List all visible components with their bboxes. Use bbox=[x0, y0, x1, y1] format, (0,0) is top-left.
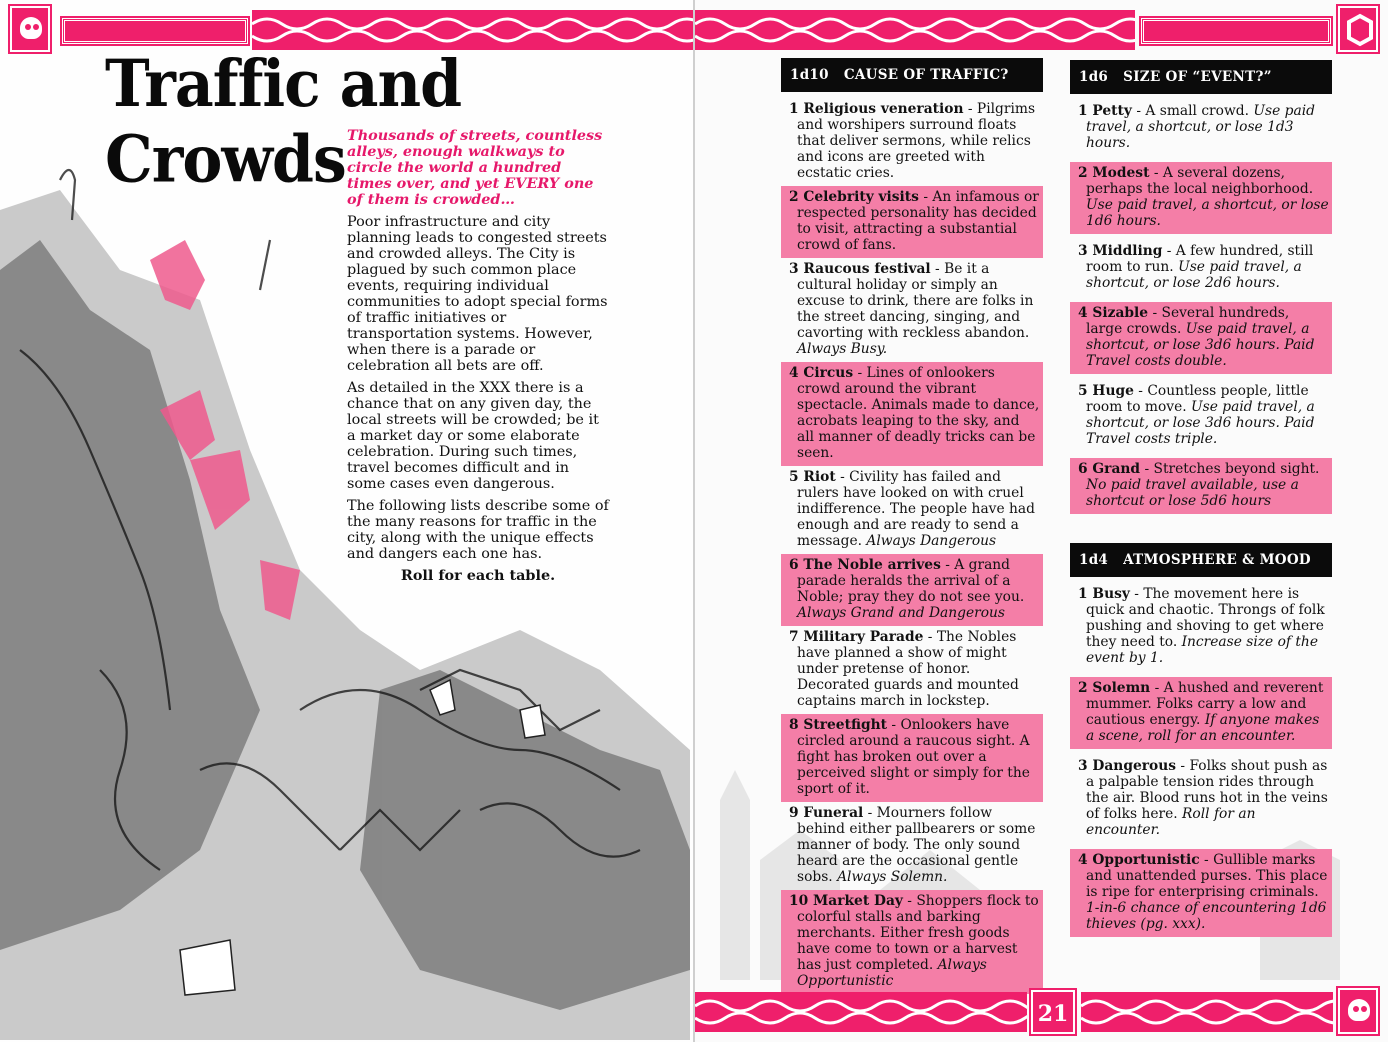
cause-of-traffic-table bbox=[781, 58, 1043, 994]
entry-desc: - A hushed and reverent mummer. Folks carry a low and cautious energy. bbox=[1086, 680, 1324, 728]
table-row bbox=[781, 98, 1043, 186]
skull-corner-icon bbox=[10, 6, 50, 52]
entry-label: 4 Opportunistic bbox=[1078, 852, 1200, 868]
table-row bbox=[781, 714, 1043, 802]
entry-note: Always Grand and Dangerous bbox=[797, 605, 1005, 621]
table-row bbox=[781, 802, 1043, 890]
entry-label: 1 Religious veneration bbox=[789, 101, 964, 117]
entry-desc: - A several dozens, perhaps the local neighborhood. bbox=[1086, 165, 1314, 197]
entry-desc: - The movement here is quick and chaotic. Throngs of folk pushing and shoving to get where they need to. bbox=[1086, 586, 1325, 650]
table-row bbox=[1070, 302, 1332, 374]
table-row bbox=[1070, 380, 1332, 452]
table-row bbox=[1070, 849, 1332, 937]
atmosphere-mood-table bbox=[1070, 543, 1332, 937]
mood-table-die: 1d4 bbox=[1079, 552, 1109, 568]
entry-note: Use paid travel, a shortcut, or lose 3d6 hours. Paid Travel costs triple. bbox=[1086, 399, 1315, 447]
size-table-heading: SIZE OF “EVENT?” bbox=[1123, 69, 1272, 85]
entry-label: 5 Huge bbox=[1078, 383, 1134, 399]
entry-note: Use paid travel, a shortcut, or lose 1d6 hours. bbox=[1086, 197, 1329, 229]
header-bar bbox=[62, 18, 248, 44]
braid-border bbox=[252, 10, 693, 50]
table-row bbox=[1070, 583, 1332, 671]
table-row bbox=[781, 890, 1043, 994]
size-table-die: 1d6 bbox=[1079, 69, 1109, 85]
intro-paragraph-2: As detailed in the XXX there is a chance that on any given day, the local streets will be crowded; be it a market day or some elaborate celebration. During such times, travel becomes difficult and in some cases even dangerous. bbox=[347, 380, 599, 492]
entry-note: Always Opportunistic bbox=[797, 957, 987, 989]
entry-label: 4 Circus bbox=[789, 365, 854, 381]
entry-desc: - Civility has failed and rulers have looked on with cruel indifference. The people have had enough and are ready to send a message. bbox=[797, 469, 1035, 549]
intro-paragraph-3: The following lists describe some of the many reasons for traffic in the city, along with the unique effects and dangers each one has. bbox=[347, 498, 609, 562]
cause-table-header bbox=[781, 58, 1043, 92]
entry-note: Increase size of the event by 1. bbox=[1086, 634, 1318, 666]
entry-label: 3 Dangerous bbox=[1078, 758, 1177, 774]
entry-desc: - The Nobles have planned a show of might under pretense of honor. Decorated guards and mounted captains march in lockstep. bbox=[797, 629, 1019, 709]
entry-label: 4 Sizable bbox=[1078, 305, 1149, 321]
entry-label: 3 Raucous festival bbox=[789, 261, 931, 277]
table-row bbox=[1070, 458, 1332, 514]
braid-border-bottom bbox=[1081, 992, 1333, 1032]
entry-label: 2 Solemn bbox=[1078, 680, 1151, 696]
size-table-header bbox=[1070, 60, 1332, 94]
entry-note: Always Busy. bbox=[797, 341, 888, 357]
entry-label: 1 Petty bbox=[1078, 103, 1132, 119]
table-row bbox=[781, 362, 1043, 466]
entry-label: 10 Market Day bbox=[789, 893, 903, 909]
intro-text bbox=[347, 128, 609, 590]
entry-desc: - Stretches beyond sight. bbox=[1140, 461, 1320, 477]
entry-label: 6 Grand bbox=[1078, 461, 1141, 477]
entry-label: 8 Streetfight bbox=[789, 717, 888, 733]
table-row bbox=[1070, 677, 1332, 749]
entry-label: 2 Celebrity visits bbox=[789, 189, 919, 205]
mood-table-header bbox=[1070, 543, 1332, 577]
entry-desc: - Pilgrims and worshipers surround floats that deliver sermons, while relics and icons are greeted with ecstatic cries. bbox=[797, 101, 1036, 181]
cause-table-die: 1d10 bbox=[790, 67, 829, 83]
table-row bbox=[781, 466, 1043, 554]
entry-desc: - Countless people, little room to move. bbox=[1086, 383, 1309, 415]
entry-desc: - Lines of onlookers crowd around the vibrant spectacle. Animals made to dance, acrobats leaping to the sky, and all manner of deadly tricks can be seen. bbox=[797, 365, 1040, 461]
cause-table-heading: CAUSE OF TRAFFIC? bbox=[843, 67, 1009, 83]
entry-note: No paid travel available, use a shortcut or lose 5d6 hours bbox=[1086, 477, 1299, 509]
entry-desc: - Gullible marks and unattended purses. This place is ripe for enterprising criminals. bbox=[1086, 852, 1328, 900]
table-row bbox=[1070, 162, 1332, 234]
entry-desc: - A few hundred, still room to run. bbox=[1086, 243, 1314, 275]
entry-note: 1-in-6 chance of encountering 1d6 thieves (pg. xxx). bbox=[1086, 900, 1327, 932]
entry-note: Use paid travel, a shortcut, or lose 3d6 hours. Paid Travel costs double. bbox=[1086, 321, 1315, 369]
table-row bbox=[781, 258, 1043, 362]
left-page bbox=[0, 0, 693, 1042]
entry-label: 9 Funeral bbox=[789, 805, 864, 821]
table-row bbox=[1070, 755, 1332, 843]
entry-label: 1 Busy bbox=[1078, 586, 1130, 602]
header-bar bbox=[1141, 18, 1331, 44]
table-row bbox=[1070, 100, 1332, 156]
entry-desc: - An infamous or respected personality has decided to visit, attracting a substantial crowd of fans. bbox=[797, 189, 1039, 253]
entry-desc: - Several hundreds, large crowds. bbox=[1086, 305, 1290, 337]
entry-desc: - A grand parade heralds the arrival of a Noble; pray they do not see you. bbox=[797, 557, 1025, 605]
intro-paragraph-1: Poor infrastructure and city planning leads to congested streets and crowded alleys. The City is plagued by such common place events, requiring individual communities to adopt special forms of traffic initiatives or transportation systems. However, when there is a parade or celebration all bets are off. bbox=[347, 214, 608, 374]
entry-note: If anyone makes a scene, roll for an encounter. bbox=[1086, 712, 1320, 744]
skull-corner-icon bbox=[1338, 988, 1378, 1034]
table-row bbox=[781, 626, 1043, 714]
mood-table-heading: ATMOSPHERE & MOOD bbox=[1123, 552, 1311, 568]
braid-border-bottom bbox=[695, 992, 1027, 1032]
right-page bbox=[695, 0, 1388, 1042]
table-row bbox=[781, 554, 1043, 626]
entry-label: 3 Middling bbox=[1078, 243, 1163, 259]
braid-border bbox=[695, 10, 1135, 50]
roll-note: Roll for each table. bbox=[400, 567, 556, 584]
intro-lede: Thousands of streets, countless alleys, enough walkways to circle the world a hundred times over, and yet EVERY one of them is crowded… bbox=[347, 127, 603, 208]
entry-desc: - Onlookers have circled around a raucous sight. A fight has broken out over a perceived slight or simply for the sport of it. bbox=[797, 717, 1030, 797]
entry-note: Always Dangerous bbox=[866, 533, 997, 549]
entry-label: 6 The Noble arrives bbox=[789, 557, 941, 573]
entry-desc: - Be it a cultural holiday or simply an excuse to drink, there are folks in the street dancing, singing, and cavorting with reckless abandon. bbox=[797, 261, 1034, 341]
page-number: 21 bbox=[1031, 990, 1075, 1034]
entry-note: Use paid travel, a shortcut, or lose 2d6 hours. bbox=[1086, 259, 1302, 291]
entry-desc: - Folks shout push as a palpable tension rides through the air. Blood runs hot in the veins of folks here. bbox=[1086, 758, 1328, 822]
entry-desc: - Shoppers flock to colorful stalls and barking merchants. Either fresh goods have come to town or a harvest has just completed. bbox=[797, 893, 1039, 973]
entry-note: Use paid travel, a shortcut, or lose 1d3 hours. bbox=[1086, 103, 1315, 151]
entry-desc: - A small crowd. bbox=[1131, 103, 1254, 119]
page-title: Traffic and Crowds bbox=[105, 46, 462, 198]
entry-desc: - Mourners follow behind either pallbearers or some manner of body. The only sound heard are the occasional gentle sobs. bbox=[797, 805, 1036, 885]
table-row bbox=[781, 186, 1043, 258]
table-row bbox=[1070, 240, 1332, 296]
entry-note: Always Solemn. bbox=[837, 869, 948, 885]
entry-label: 2 Modest bbox=[1078, 165, 1150, 181]
entry-note: Roll for an encounter. bbox=[1086, 806, 1256, 838]
entry-label: 7 Military Parade bbox=[789, 629, 924, 645]
entry-label: 5 Riot bbox=[789, 469, 836, 485]
hexagon-corner-icon bbox=[1338, 6, 1378, 52]
size-of-event-table bbox=[1070, 60, 1332, 514]
